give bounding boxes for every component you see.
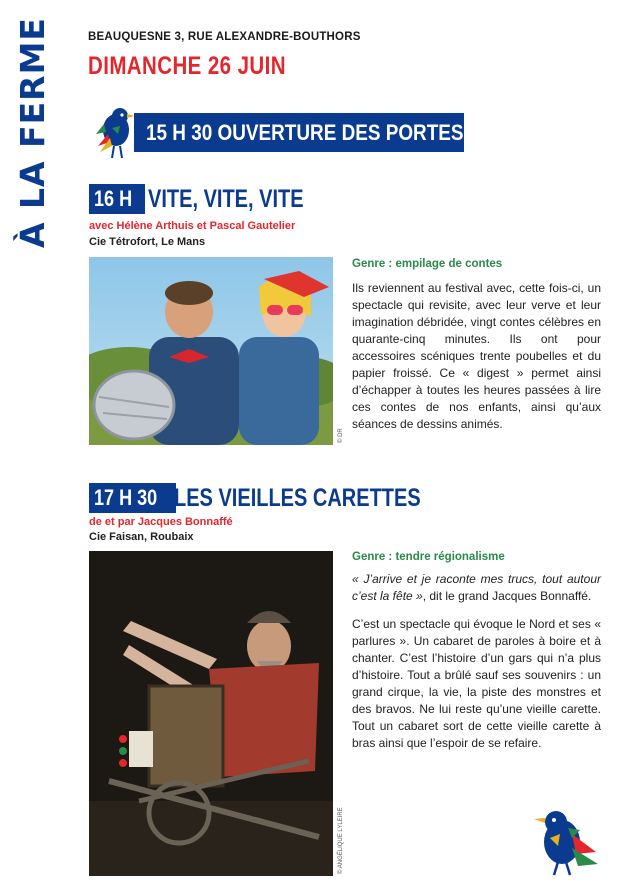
bird-icon <box>532 804 602 876</box>
show-company: Cie Tétrofort, Le Mans <box>89 236 206 248</box>
quote: « J’arrive et je raconte mes trucs, tout autour c’est la fête » <box>352 572 601 603</box>
description-paragraph <box>352 571 601 605</box>
description-paragraph: C’est un spectacle qui évoque le Nord et ses « parlures ». Un cabaret de paroles à boire et à chanter. C’est l’histoire d’un gars qui n’a plus d’histoire. Tout a brûlé sauf ses souvenirs : un grand cirque, la vie, la piste des monstres et des bravos. Ne lui reste qu’une vieille carette. Tout un cabaret sort de cette vieille carette à bras ainsi que l’espoir de se refaire. <box>352 617 601 750</box>
show-genre: Genre : empilage de contes <box>352 258 503 270</box>
event-date: DIMANCHE 26 JUIN <box>88 52 286 80</box>
address: BEAUQUESNE 3, RUE ALEXANDRE-BOUTHORS <box>88 31 361 43</box>
photo-credit: © ANGÉLIQUE LYLEIRE <box>338 807 344 874</box>
show-company: Cie Faisan, Roubaix <box>89 531 194 543</box>
photo-credit: © DR <box>338 428 344 443</box>
description-paragraph: Ils reviennent au festival avec, cette fois-ci, un spectacle qui revisite, avec leur verve et leur imagination débridée, vingt contes célèbres en quarante-cinq minutes. Ils ont pour accessoires scéniques trente poubelles et du papier froissé. Ce « digest » permet ainsi d’échapper à toutes les heures passées à lire ces contes de nos enfants, ainsi qu’aux séances de dessins animés. <box>352 281 601 431</box>
quote-suffix: , dit le grand Jacques Bonnaffé. <box>422 589 592 603</box>
show-time: 17 H 30 <box>89 483 176 513</box>
side-title: À LA FERME <box>13 17 52 248</box>
show-credit: avec Hélène Arthuis et Pascal Gautelier <box>89 220 296 232</box>
show-time: 16 H <box>89 184 145 214</box>
show-photo <box>89 257 333 445</box>
show-title: LES VIEILLES CARETTES <box>174 484 421 512</box>
show-credit: de et par Jacques Bonnaffé <box>89 516 233 528</box>
show-title: VITE, VITE, VITE <box>148 185 304 213</box>
opening-banner: 15 H 30 OUVERTURE DES PORTES <box>134 113 464 152</box>
show-description <box>352 280 601 444</box>
show-genre: Genre : tendre régionalisme <box>352 551 505 563</box>
bird-icon <box>90 104 136 160</box>
show-photo <box>89 551 333 876</box>
show-description <box>352 571 601 763</box>
